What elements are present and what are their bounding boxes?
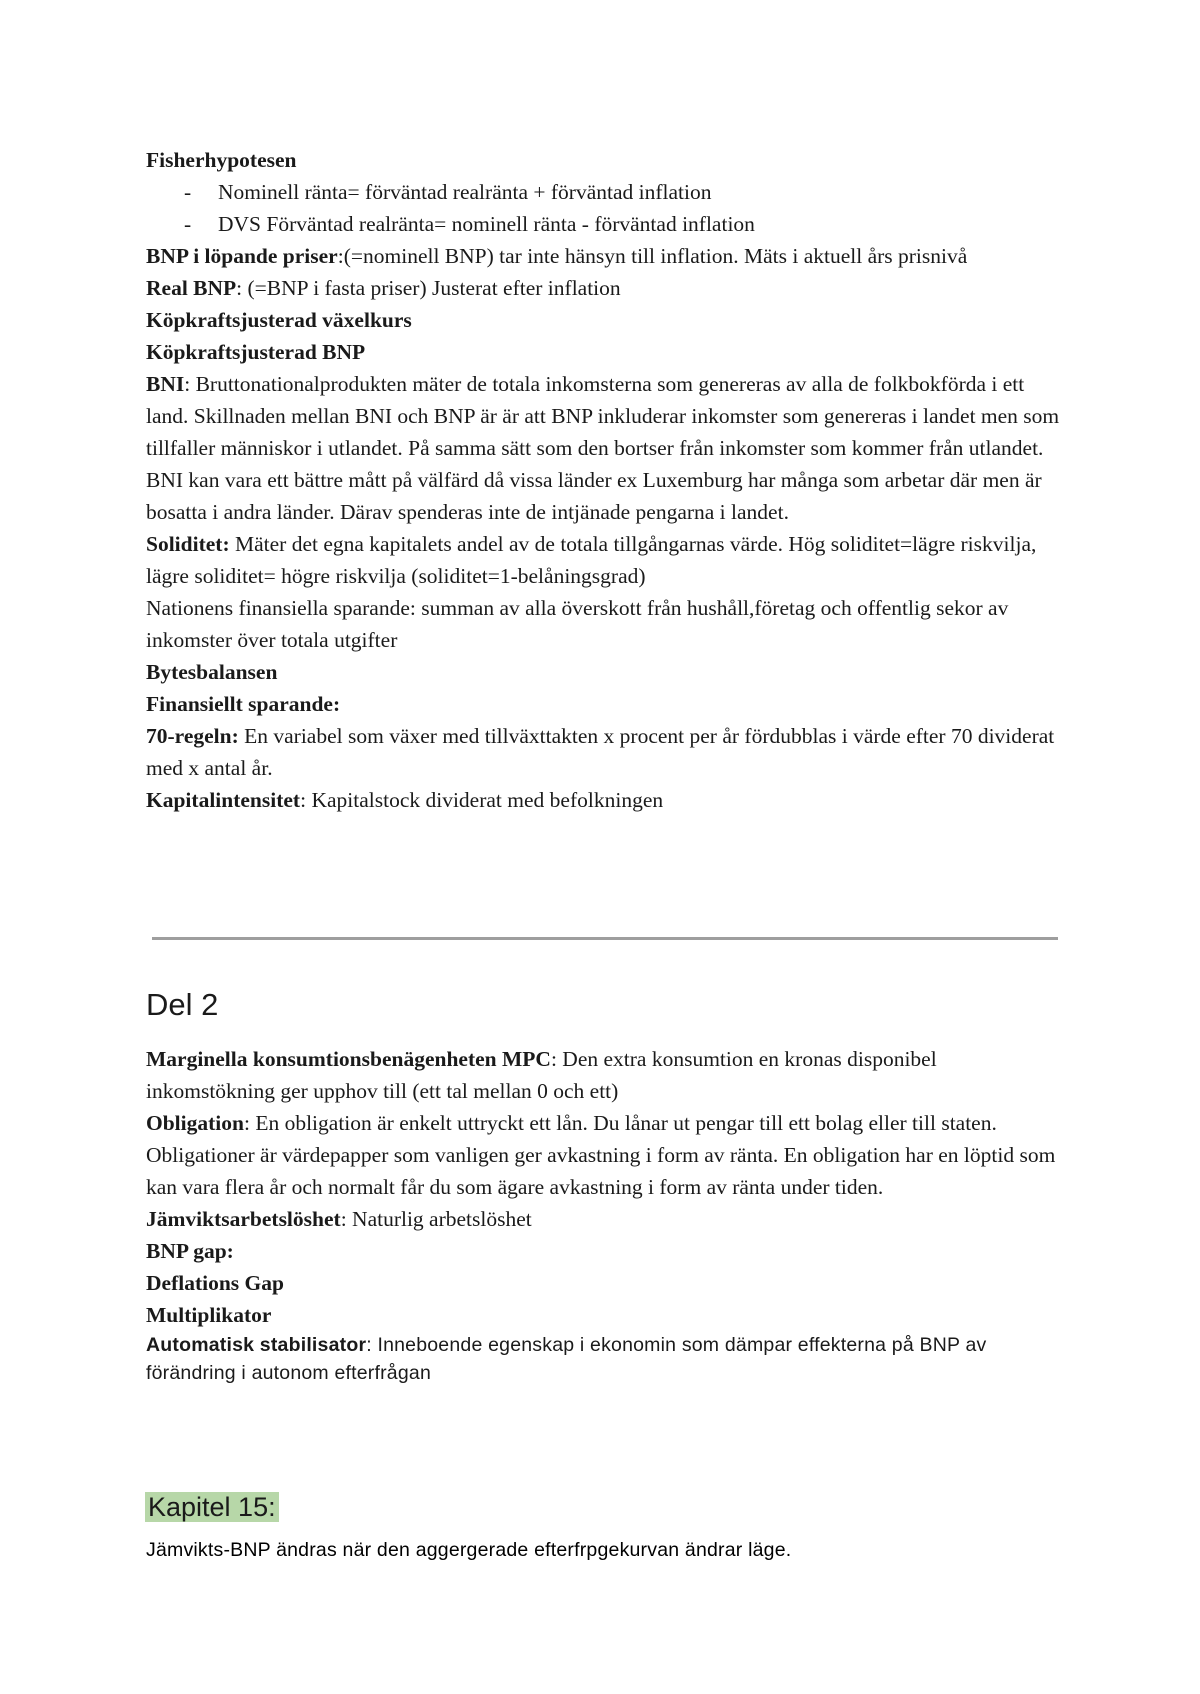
definition: : Kapitalstock dividerat med befolkningen: [300, 788, 664, 812]
bnp-lopande-paragraph: [146, 240, 1066, 272]
kopkraft-vaxelkurs: Köpkraftsjusterad växelkurs: [146, 308, 412, 332]
bytesbalansen: Bytesbalansen: [146, 660, 278, 684]
finansiellt-sparande: Finansiellt sparande:: [146, 692, 341, 716]
list-item: - Nominell ränta= förväntad realränta + förväntad inflation: [184, 176, 1066, 208]
kopkraft-bnp: Köpkraftsjusterad BNP: [146, 340, 366, 364]
term: Marginella konsumtionsbenägenheten MPC: [146, 1047, 551, 1071]
term: Automatisk stabilisator: [146, 1334, 367, 1356]
bnp-gap: BNP gap:: [146, 1239, 234, 1263]
del2-heading: Del 2: [146, 987, 219, 1022]
term: BNP i löpande priser: [146, 244, 338, 268]
definition: :(=nominell BNP) tar inte hänsyn till inflation. Mäts i aktuell års prisnivå: [337, 244, 968, 268]
definition: : Bruttonationalprodukten mäter de totala inkomsterna som genereras av alla de folkbokförda i ett land. Skillnaden mellan BNI och BNP är är att BNP inkluderar inkomster som genereras i landet men som tillfaller människor i utlandet. På samma sätt som den bortser från inkomster som kommer från utlandet. BNI kan vara ett bättre mått på välfärd då vissa länder ex Luxemburg har många som arbetar där men är bosatta i andra länder. Därav spenderas inte de intjänade pengarna i landet.: [146, 372, 1060, 524]
soliditet-paragraph: [146, 528, 1066, 592]
list-item: - DVS Förväntad realränta= nominell ränta - förväntad inflation: [184, 208, 1066, 240]
term: Jämviktsarbetslöshet: [146, 1207, 341, 1231]
kapitel15-heading: [145, 1489, 279, 1525]
term: Obligation: [146, 1111, 244, 1135]
multiplikator: Multiplikator: [146, 1303, 272, 1327]
deflations-gap: Deflations Gap: [146, 1271, 284, 1295]
definition: : En obligation är enkelt uttryckt ett lån. Du lånar ut pengar till ett bolag eller till staten. Obligationer är värdepapper som vanligen ger avkastning i form av ränta. En obligation har en löptid som kan vara flera år och normalt får du som ägare avkastning i form av ränta under tiden.: [146, 1111, 1056, 1199]
term: Kapitalintensitet: [146, 788, 301, 812]
bni-paragraph: [146, 368, 1066, 528]
definition: : Den extra konsumtion en kronas disponibel inkomstökning ger upphov till (ett tal mellan 0 och ett): [146, 1047, 937, 1103]
part1-section: [146, 144, 1066, 816]
regeln-paragraph: [146, 720, 1066, 784]
term: Soliditet:: [146, 532, 230, 556]
horizontal-divider: [152, 937, 1058, 940]
term: Real BNP: [146, 276, 237, 300]
mpc-paragraph: [146, 1043, 1066, 1107]
definition: Mäter det egna kapitalets andel av de totala tillgångarnas värde. Hög soliditet=lägre riskvilja, lägre soliditet= högre riskvilja (soliditet=1-belåningsgrad): [146, 532, 1037, 588]
definition: : Naturlig arbetslöshet: [340, 1207, 532, 1231]
term: 70-regeln:: [146, 724, 239, 748]
term: BNI: [146, 372, 185, 396]
fisher-title: Fisherhypotesen: [146, 148, 297, 172]
kapitalintensitet-paragraph: [146, 784, 1066, 816]
definition: : (=BNP i fasta priser) Justerat efter inflation: [236, 276, 621, 300]
nationens-paragraph: Nationens finansiella sparande: summan av alla överskott från hushåll,företag och offentlig sekor av inkomster över totala utgifter: [146, 596, 1009, 652]
automatisk-paragraph: [146, 1331, 1066, 1387]
chapter15-paragraph: Jämvikts-BNP ändras när den aggergerade efterfrpgekurvan ändrar läge.: [146, 1539, 792, 1561]
jamvikt-paragraph: [146, 1203, 1066, 1235]
fisher-list: [146, 176, 1066, 240]
real-bnp-paragraph: [146, 272, 1066, 304]
obligation-paragraph: [146, 1107, 1066, 1203]
part2-section: [146, 1043, 1066, 1387]
highlighted-heading-text: Kapitel 15:: [145, 1492, 279, 1522]
definition: En variabel som växer med tillväxttakten x procent per år fördubblas i värde efter 70 dividerat med x antal år.: [146, 724, 1055, 780]
chapter15-section: [146, 1536, 1066, 1564]
definition: : Inneboende egenskap i ekonomin som dämpar effekterna på BNP av förändring i autonom efterfrågan: [146, 1334, 987, 1384]
